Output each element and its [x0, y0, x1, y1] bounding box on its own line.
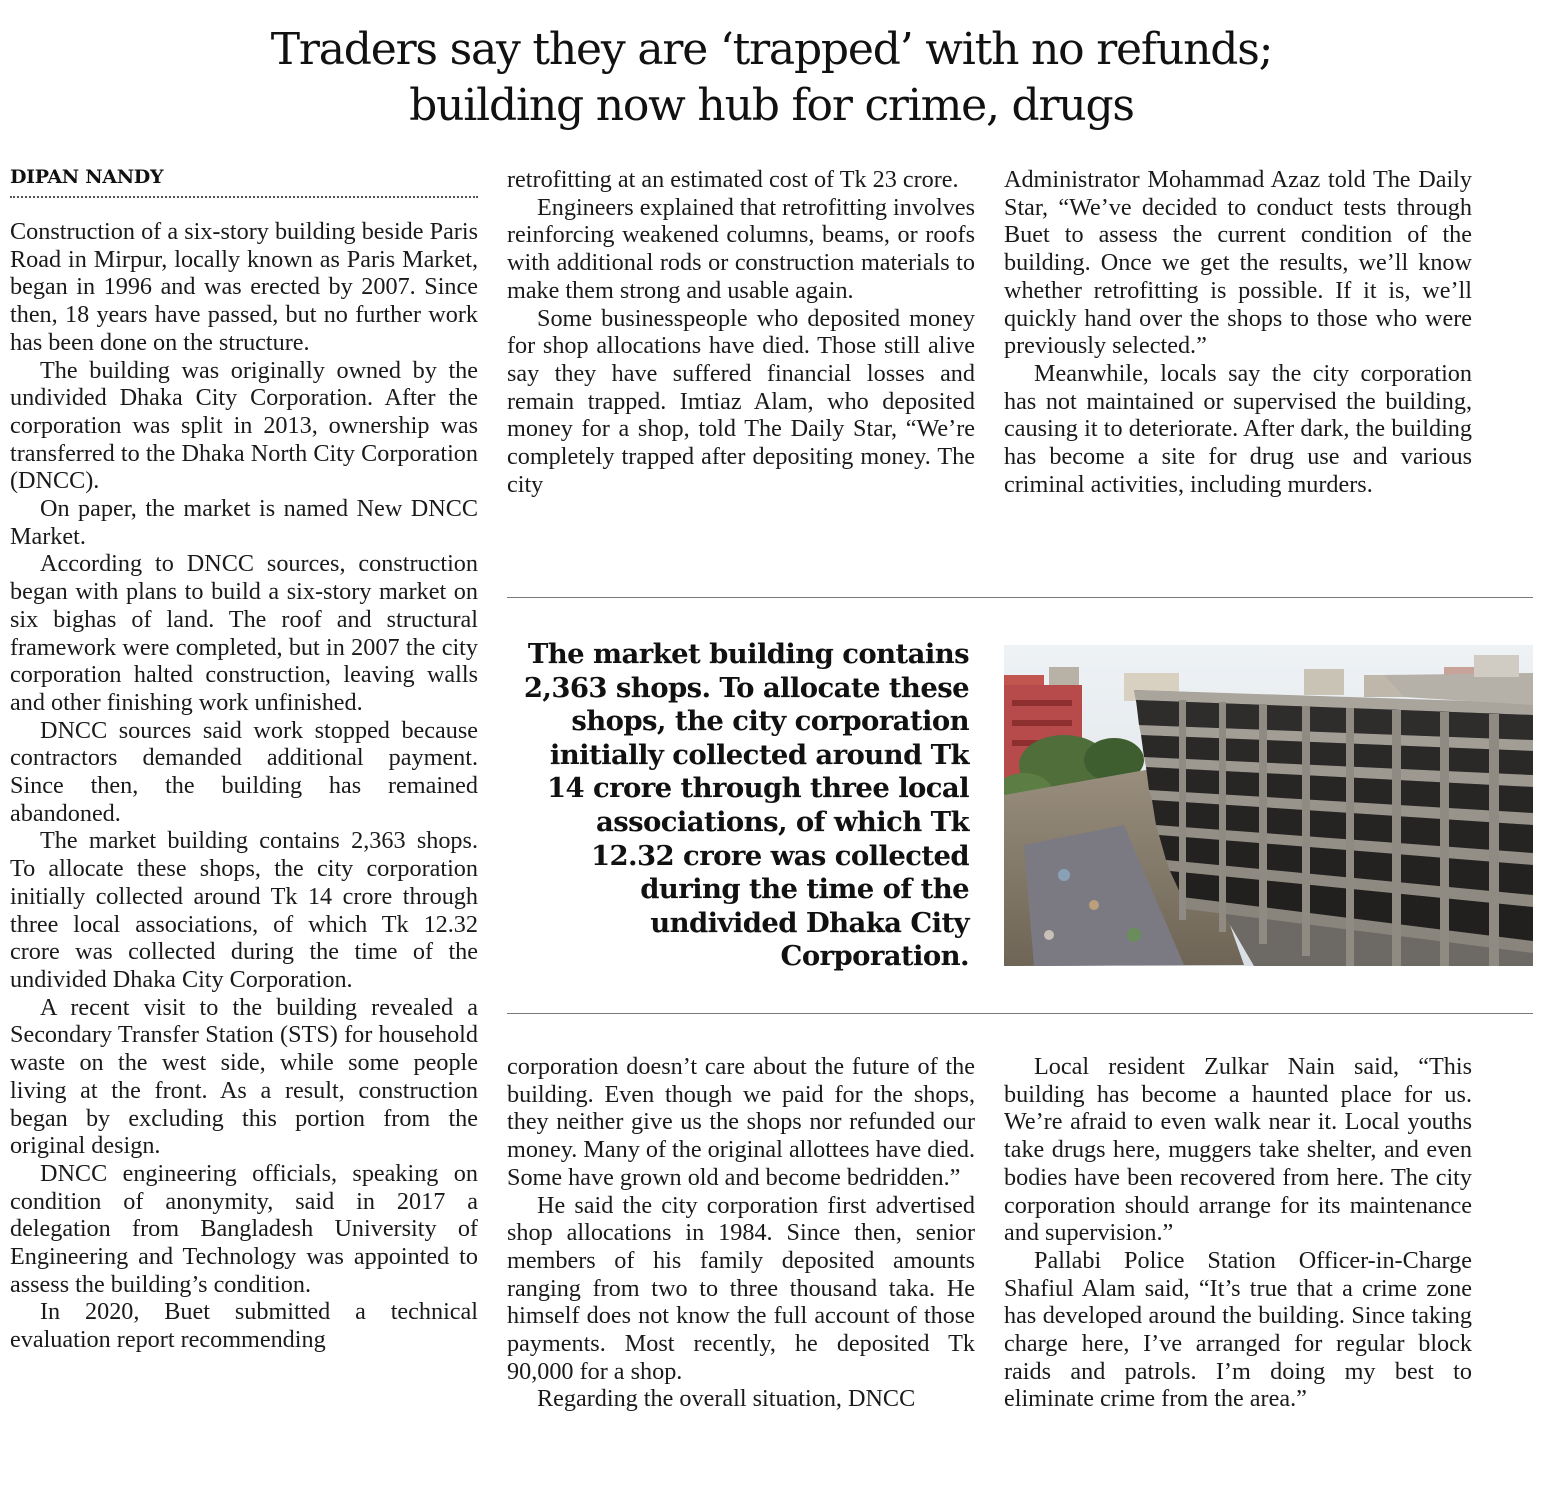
photo-abandoned-building: [1004, 645, 1533, 966]
paragraph: The building was originally owned by the undivided Dhaka City Corporation. After the corporation was split in 2013, ownership was transferred to the Dhaka North City Corporation (DNCC).: [10, 356, 478, 495]
byline: DIPAN NANDY: [10, 166, 478, 198]
headline-line-2: building now hub for crime, drugs: [409, 80, 1134, 131]
divider-bottom: [507, 1013, 1533, 1014]
paragraph: According to DNCC sources, construction began with plans to build a six-story market on six bighas of land. The roof and structural framework were completed, but in 2007 the city corporation halted construction, leaving walls and other finishing work unfinished.: [10, 550, 478, 716]
pull-quote: The market building contains 2,363 shops. To allocate these shops, the city corporation initially collected around Tk 14 crore through three local associations, of which Tk 12.32 crore was collected during the time of the undivided Dhaka City Corporation.: [523, 638, 969, 973]
column-2-top: [507, 166, 975, 498]
paragraph: Local resident Zulkar Nain said, “This building has become a haunted place for us. We’re afraid to even walk near it. Local youths take drugs here, muggers take shelter, and even bodies have been recovered from here. The city corporation should arrange for its maintenance and supervision.”: [1004, 1053, 1472, 1247]
paragraph: Meanwhile, locals say the city corporation has not maintained or supervised the building, causing it to deteriorate. After dark, the building has become a site for drug use and various criminal activities, including murders.: [1004, 359, 1472, 498]
column-2-bottom: [507, 1053, 975, 1413]
paragraph: Some businesspeople who deposited money for shop allocations have died. Those still alive say they have suffered financial losses and remain trapped. Imtiaz Alam, who deposited money for a shop, told The Daily Star, “We’re completely trapped after depositing money. The city: [507, 304, 975, 498]
column-3-top: [1004, 166, 1472, 498]
column-3-bottom: [1004, 1053, 1472, 1413]
paragraph: Administrator Mohammad Azaz told The Daily Star, “We’ve decided to conduct tests through Buet to assess the current condition of the building. Once we get the results, we’ll know whether retrofitting is possible. If it is, we’ll quickly hand over the shops to those who were previously selected.”: [1004, 166, 1472, 360]
paragraph: DNCC engineering officials, speaking on condition of anonymity, said in 2017 a delegation from Bangladesh University of Engineering and Technology was appointed to assess the building’s condition.: [10, 1159, 478, 1298]
paragraph: On paper, the market is named New DNCC Market.: [10, 495, 478, 550]
paragraph: The market building contains 2,363 shops. To allocate these shops, the city corporation initially collected around Tk 14 crore through three local associations, of which Tk 12.32 crore was collected during the time of the undivided Dhaka City Corporation.: [10, 827, 478, 993]
paragraph: He said the city corporation first advertised shop allocations in 1984. Since then, senior members of his family deposited amounts ranging from two to three thousand taka. He himself does not know the full account of those payments. Most recently, he deposited Tk 90,000 for a shop.: [507, 1191, 975, 1385]
paragraph: corporation doesn’t care about the future of the building. Even though we paid for the shops, they neither give us the shops nor refunded our money. Many of the original allottees have died. Some have grown old and become bedridden.”: [507, 1053, 975, 1191]
paragraph: Regarding the overall situation, DNCC: [537, 1385, 916, 1413]
paragraph: Construction of a six-story building beside Paris Road in Mirpur, locally known as Paris Market, began in 1996 and was erected by 2007. Since then, 18 years have passed, but no further work has been done on the structure.: [10, 218, 478, 356]
column-1: [10, 218, 478, 1354]
headline-line-1: Traders say they are ‘trapped’ with no refunds;: [270, 24, 1273, 75]
paragraph: Engineers explained that retrofitting involves reinforcing weakened columns, beams, or roofs with additional rods or construction materials to make them strong and usable again.: [507, 193, 975, 304]
paragraph: DNCC sources said work stopped because contractors demanded additional payment. Since then, the building has remained abandoned.: [10, 716, 478, 827]
paragraph: In 2020, Buet submitted a technical evaluation report recommending: [10, 1298, 478, 1354]
paragraph: retrofitting at an estimated cost of Tk 23 crore.: [507, 166, 959, 193]
divider-top: [507, 597, 1533, 598]
headline: [0, 22, 1543, 134]
paragraph: Pallabi Police Station Officer-in-Charge Shafiul Alam said, “It’s true that a crime zone has developed around the building. Since taking charge here, I’ve arranged for regular block raids and patrols. I’m doing my best to eliminate crime from the area.”: [1004, 1246, 1472, 1413]
paragraph: A recent visit to the building revealed a Secondary Transfer Station (STS) for household waste on the west side, while some people living at the front. As a result, construction began by excluding this portion from the original design.: [10, 993, 478, 1160]
